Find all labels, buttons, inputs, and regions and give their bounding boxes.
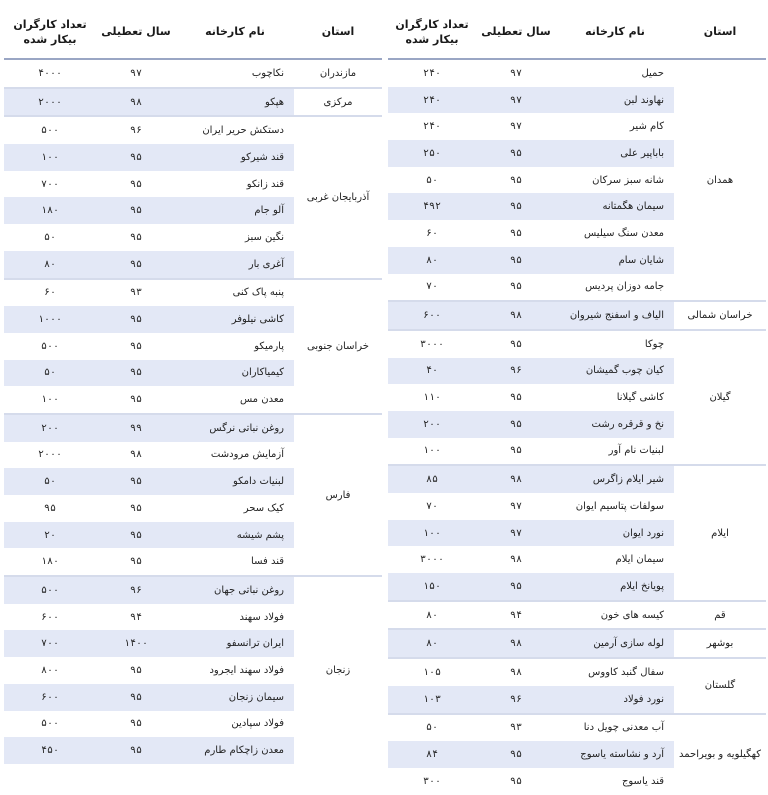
year-cell: ۹۵	[96, 522, 176, 549]
year-cell: ۹۵	[476, 768, 556, 795]
factory-cell: قند فسا	[176, 548, 294, 576]
factory-cell: چوکا	[556, 330, 674, 358]
table-row	[4, 59, 382, 88]
year-cell: ۹۵	[96, 468, 176, 495]
table-row	[388, 301, 766, 330]
left-table	[4, 5, 382, 764]
workers-cell: ۶۰۰	[388, 301, 476, 330]
workers-cell: ۳۰۰۰	[388, 546, 476, 573]
year-cell: ۹۵	[96, 711, 176, 738]
workers-cell: ۳۰۰۰	[388, 330, 476, 358]
header-factory: نام کارخانه	[556, 5, 674, 59]
table-row	[388, 629, 766, 658]
factory-cell: کیان چوب گمیشان	[556, 358, 674, 385]
year-cell: ۹۵	[476, 193, 556, 220]
year-cell: ۹۳	[476, 714, 556, 742]
factory-cell: کیسه های خون	[556, 601, 674, 630]
table-row	[388, 714, 766, 742]
table-row	[388, 59, 766, 87]
year-cell: ۹۵	[96, 144, 176, 171]
workers-cell: ۵۰	[388, 167, 476, 194]
year-cell: ۹۵	[476, 167, 556, 194]
workers-cell: ۲۰۰۰	[4, 88, 96, 117]
factory-cell: لوله سازی آرمین	[556, 629, 674, 658]
year-cell: ۹۵	[96, 306, 176, 333]
year-cell: ۹۵	[476, 140, 556, 167]
workers-cell: ۸۰	[388, 247, 476, 274]
factory-cell: نکاچوب	[176, 59, 294, 88]
factory-cell: نورد ایوان	[556, 520, 674, 547]
workers-cell: ۷۰۰	[4, 171, 96, 198]
header-year: سال تعطیلی	[476, 5, 556, 59]
province-cell: خراسان شمالی	[674, 301, 766, 330]
factory-cell: کاشی نیلوفر	[176, 306, 294, 333]
workers-cell: ۵۰	[4, 224, 96, 251]
workers-cell: ۸۵	[388, 465, 476, 493]
year-cell: ۹۵	[96, 171, 176, 198]
year-cell: ۹۵	[476, 220, 556, 247]
year-cell: ۹۸	[476, 658, 556, 686]
workers-cell: ۱۱۰	[388, 384, 476, 411]
province-cell: کهگیلویه و بویراحمد	[674, 714, 766, 795]
year-cell: ۹۵	[96, 737, 176, 764]
factory-cell: سیمان هگمتانه	[556, 193, 674, 220]
year-cell: ۹۷	[476, 87, 556, 114]
province-cell: فارس	[294, 414, 382, 576]
factory-cell: دستکش حریر ایران	[176, 116, 294, 144]
factory-cell: کام شیر	[556, 113, 674, 140]
header-year: سال تعطیلی	[96, 5, 176, 59]
year-cell: ۹۶	[476, 686, 556, 714]
province-cell: مرکزی	[294, 88, 382, 117]
right-header-row	[388, 5, 766, 59]
factory-cell: فولاد سپادین	[176, 711, 294, 738]
year-cell: ۹۵	[476, 438, 556, 466]
province-cell: مازندران	[294, 59, 382, 88]
year-cell: ۹۹	[96, 414, 176, 442]
year-cell: ۹۸	[476, 301, 556, 330]
workers-cell: ۱۰۰	[388, 438, 476, 466]
workers-cell: ۶۰۰	[4, 684, 96, 711]
year-cell: ۹۴	[96, 604, 176, 631]
workers-cell: ۸۰۰	[4, 657, 96, 684]
factory-cell: فولاد سهند ایجرود	[176, 657, 294, 684]
year-cell: ۹۵	[96, 657, 176, 684]
workers-cell: ۴۰۰۰	[4, 59, 96, 88]
factory-cell: معدن زاچکام طارم	[176, 737, 294, 764]
year-cell: ۹۸	[476, 629, 556, 658]
year-cell: ۹۵	[476, 247, 556, 274]
table-row	[4, 116, 382, 144]
workers-cell: ۵۰۰	[4, 116, 96, 144]
factory-cell: هپکو	[176, 88, 294, 117]
table-row	[4, 414, 382, 442]
year-cell: ۹۵	[476, 274, 556, 302]
workers-cell: ۵۰	[388, 714, 476, 742]
workers-cell: ۱۸۰	[4, 548, 96, 576]
province-cell: قم	[674, 601, 766, 630]
factory-cell: شانه سبز سرکان	[556, 167, 674, 194]
factory-cell: آرد و نشاسته یاسوج	[556, 741, 674, 768]
workers-cell: ۶۰	[388, 220, 476, 247]
factory-cell: نگین سبز	[176, 224, 294, 251]
factory-cell: روغن نباتی جهان	[176, 576, 294, 604]
factory-cell: سیمان زنجان	[176, 684, 294, 711]
factory-cell: قند زانکو	[176, 171, 294, 198]
factory-cell: جامه دوزان پردیس	[556, 274, 674, 302]
header-workers: تعداد کارگران بیکار شده	[4, 5, 96, 59]
left-header-row	[4, 5, 382, 59]
workers-cell: ۲۴۰	[388, 59, 476, 87]
year-cell: ۹۸	[96, 442, 176, 469]
table-row	[388, 330, 766, 358]
factory-cell: الیاف و اسفنج شیروان	[556, 301, 674, 330]
year-cell: ۹۵	[96, 684, 176, 711]
factory-cell: معدن مس	[176, 386, 294, 414]
workers-cell: ۸۰	[388, 601, 476, 630]
workers-cell: ۴۵۰	[4, 737, 96, 764]
table-row	[388, 465, 766, 493]
year-cell: ۹۶	[476, 358, 556, 385]
workers-cell: ۲۰۰	[388, 411, 476, 438]
workers-cell: ۴۰	[388, 358, 476, 385]
factory-cell: لبنیات دامکو	[176, 468, 294, 495]
year-cell: ۹۷	[476, 59, 556, 87]
workers-cell: ۷۰۰	[4, 630, 96, 657]
year-cell: ۹۷	[476, 113, 556, 140]
factory-cell: آلو جام	[176, 197, 294, 224]
workers-cell: ۱۵۰	[388, 573, 476, 601]
table-row	[4, 576, 382, 604]
year-cell: ۹۵	[476, 741, 556, 768]
table-row	[388, 601, 766, 630]
province-cell: زنجان	[294, 576, 382, 764]
workers-cell: ۲۰۰۰	[4, 442, 96, 469]
header-province: استان	[674, 5, 766, 59]
factory-cell: شیر ایلام زاگرس	[556, 465, 674, 493]
factory-cell: لبنیات نام آور	[556, 438, 674, 466]
factory-cell: پارمیکو	[176, 333, 294, 360]
province-cell: همدان	[674, 59, 766, 301]
year-cell: ۹۴	[476, 601, 556, 630]
province-cell: گلستان	[674, 658, 766, 713]
factory-cell: باباپیر علی	[556, 140, 674, 167]
year-cell: ۹۵	[476, 573, 556, 601]
year-cell: ۹۵	[476, 330, 556, 358]
workers-cell: ۷۰	[388, 274, 476, 302]
workers-cell: ۲۴۰	[388, 87, 476, 114]
workers-cell: ۵۰۰	[4, 333, 96, 360]
year-cell: ۹۵	[96, 548, 176, 576]
workers-cell: ۷۰	[388, 493, 476, 520]
table-row	[388, 658, 766, 686]
workers-cell: ۱۰۰	[388, 520, 476, 547]
year-cell: ۹۵	[96, 224, 176, 251]
workers-cell: ۱۰۰	[4, 144, 96, 171]
year-cell: ۹۷	[476, 520, 556, 547]
province-cell: بوشهر	[674, 629, 766, 658]
factory-cell: شایان سام	[556, 247, 674, 274]
workers-cell: ۶۰۰	[4, 604, 96, 631]
workers-cell: ۵۰۰	[4, 576, 96, 604]
year-cell: ۹۳	[96, 279, 176, 307]
workers-cell: ۱۰۵	[388, 658, 476, 686]
workers-cell: ۵۰	[4, 468, 96, 495]
province-cell: گیلان	[674, 330, 766, 465]
factory-cell: قند یاسوج	[556, 768, 674, 795]
year-cell: ۹۵	[96, 386, 176, 414]
workers-cell: ۱۰۰	[4, 386, 96, 414]
factory-cell: نخ و قرقره رشت	[556, 411, 674, 438]
year-cell: ۹۵	[96, 251, 176, 279]
header-province: استان	[294, 5, 382, 59]
factory-cell: قند شیرکو	[176, 144, 294, 171]
factory-cell: فولاد سهند	[176, 604, 294, 631]
workers-cell: ۵۰۰	[4, 711, 96, 738]
factory-cell: آزمایش مرودشت	[176, 442, 294, 469]
factory-cell: حمیل	[556, 59, 674, 87]
factory-cell: سفال گنبد کاووس	[556, 658, 674, 686]
workers-cell: ۲۴۰	[388, 113, 476, 140]
factory-cell: روغن نباتی نرگس	[176, 414, 294, 442]
header-factory: نام کارخانه	[176, 5, 294, 59]
workers-cell: ۸۰	[4, 251, 96, 279]
province-cell: آذربایجان غربی	[294, 116, 382, 278]
factory-cell: کاشی گیلانا	[556, 384, 674, 411]
province-cell: خراسان جنوبی	[294, 279, 382, 414]
workers-cell: ۱۸۰	[4, 197, 96, 224]
year-cell: ۹۵	[96, 495, 176, 522]
year-cell: ۹۵	[96, 360, 176, 387]
factory-cell: کیمیاکاران	[176, 360, 294, 387]
workers-cell: ۸۴	[388, 741, 476, 768]
workers-cell: ۱۰۳	[388, 686, 476, 714]
factory-cell: پشم شیشه	[176, 522, 294, 549]
factory-cell: آب معدنی چویل دنا	[556, 714, 674, 742]
workers-cell: ۳۰۰	[388, 768, 476, 795]
table-row	[4, 88, 382, 117]
factory-cell: سیمان ایلام	[556, 546, 674, 573]
table-row	[4, 279, 382, 307]
workers-cell: ۱۰۰۰	[4, 306, 96, 333]
factory-cell: کیک سحر	[176, 495, 294, 522]
year-cell: ۹۷	[476, 493, 556, 520]
year-cell: ۹۶	[96, 576, 176, 604]
factory-cell: نورد فولاد	[556, 686, 674, 714]
workers-cell: ۴۹۲	[388, 193, 476, 220]
province-cell: ایلام	[674, 465, 766, 600]
year-cell: ۹۷	[96, 59, 176, 88]
right-table	[388, 5, 766, 795]
workers-cell: ۲۰	[4, 522, 96, 549]
factory-cell: نهاوند لبن	[556, 87, 674, 114]
year-cell: ۹۸	[476, 465, 556, 493]
year-cell: ۹۶	[96, 116, 176, 144]
year-cell: ۹۸	[96, 88, 176, 117]
factory-cell: سولفات پتاسیم ایوان	[556, 493, 674, 520]
factory-cell: پویانخ ایلام	[556, 573, 674, 601]
year-cell: ۹۵	[96, 333, 176, 360]
workers-cell: ۹۵	[4, 495, 96, 522]
factory-cell: پنبه پاک کنی	[176, 279, 294, 307]
year-cell: ۹۵	[476, 411, 556, 438]
workers-cell: ۸۰	[388, 629, 476, 658]
header-workers: تعداد کارگران بیکار شده	[388, 5, 476, 59]
year-cell: ۹۵	[96, 197, 176, 224]
factory-cell: معدن سنگ سیلیس	[556, 220, 674, 247]
workers-cell: ۲۵۰	[388, 140, 476, 167]
workers-cell: ۵۰	[4, 360, 96, 387]
factory-cell: آغری بار	[176, 251, 294, 279]
year-cell: ۹۸	[476, 546, 556, 573]
year-cell: ۹۵	[476, 384, 556, 411]
workers-cell: ۲۰۰	[4, 414, 96, 442]
year-cell: ۱۴۰۰	[96, 630, 176, 657]
factory-cell: ایران ترانسفو	[176, 630, 294, 657]
workers-cell: ۶۰	[4, 279, 96, 307]
